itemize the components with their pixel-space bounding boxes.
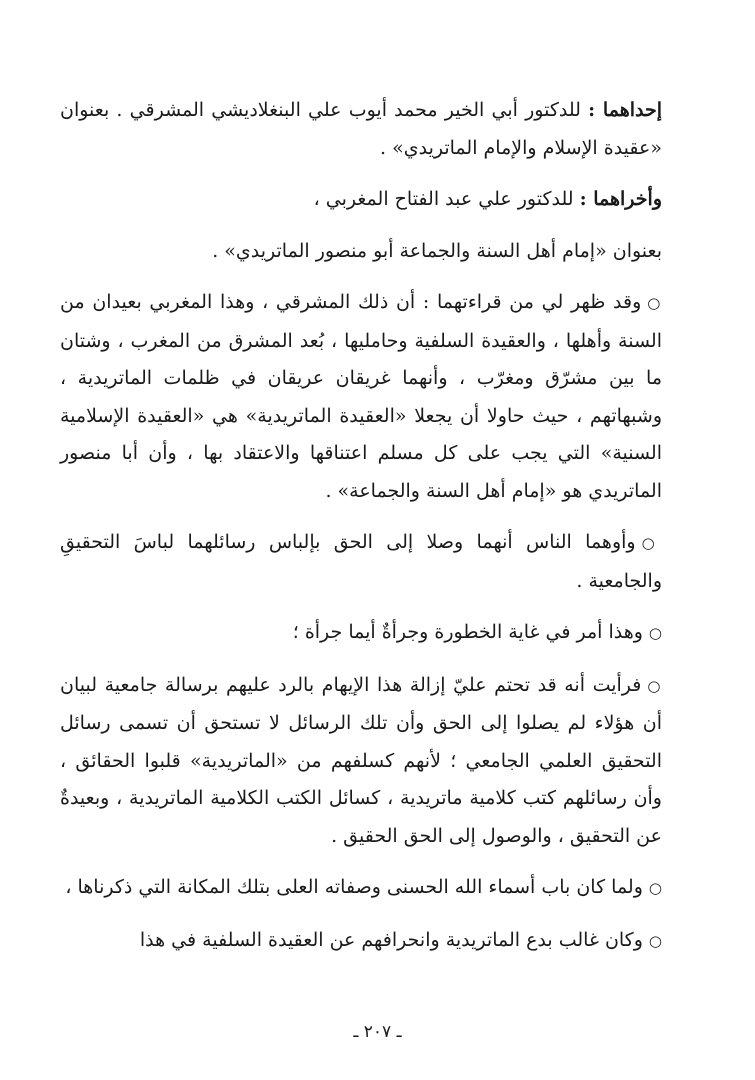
paragraph-innovations (60, 922, 700, 961)
paragraph-illusion (60, 524, 700, 600)
paragraph-text: وأوهما الناس أنهما وصلا إلى الحق بإلباس رسائلهما لباسَ التحقيقِ والجامعية . (60, 531, 662, 592)
paragraph-reading (60, 284, 700, 510)
paragraph-text: للدكتور أبي الخير محمد أيوب علي البنغلاديشي المشرقي . بعنوان «عقيدة الإسلام والإمام الماتريدي» . (60, 99, 662, 159)
circle-bullet-icon: ○ (648, 879, 662, 897)
circle-bullet-icon: ○ (648, 624, 662, 642)
page-number: ـ ٢٠٧ ـ (353, 1022, 402, 1042)
paragraph-danger (60, 614, 700, 653)
paragraph-text: ولما كان باب أسماء الله الحسنى وصفاته العلى بتلك المكانة التي ذكرناها ، (65, 876, 643, 898)
paragraph-text: للدكتور علي عبد الفتاح المغربي ، (313, 188, 580, 210)
paragraph-text: بعنوان «إمام أهل السنة والجماعة أبو منصور الماتريدي» . (212, 239, 662, 262)
paragraph-second-author (60, 181, 700, 219)
paragraph-text: فرأيت أنه قد تحتم عليّ إزالة هذا الإيهام بالرد عليهم برسالة جامعية لبيان أن هؤلاء لم يصلوا إلى الحق وأن تلك الرسائل لا تستحق أن تسمى رسائل التحقيق العلمي الجامعي ؛ لأنهم كسلفهم من «الماتريدية» قلبوا الحقائق ، وأن رسائلهم كتب كلامية ماتريدية ، كسائل الكتب الكلامية الماتريدية ، وبعيدةٌ عن التحقيق ، والوصول إلى الحق الحقيق . (60, 673, 662, 847)
paragraph-text: وهذا أمر في غاية الخطورة وجرأةٌ أيما جرأة ؛ (292, 621, 643, 643)
paragraph-text: وكان غالب بدع الماتريدية وانحرافهم عن العقيدة السلفية في هذا (139, 928, 643, 951)
label-first: إحداهما : (588, 99, 662, 121)
circle-bullet-icon: ○ (647, 676, 662, 695)
circle-bullet-icon: ○ (647, 294, 662, 312)
body-text (60, 92, 700, 960)
label-second: وأخراهما : (579, 188, 662, 210)
paragraph-names-attributes (60, 869, 700, 908)
circle-bullet-icon: ○ (648, 931, 662, 950)
circle-bullet-icon: ○ (641, 534, 662, 552)
paragraph-response (60, 667, 700, 856)
paragraph-first-author (60, 92, 700, 167)
paragraph-second-title (60, 233, 700, 271)
paragraph-text: وقد ظهر لي من قراءتهما : أن ذلك المشرقي ، وهذا المغربي بعيدان من السنة وأهلها ، والعقيدة السلفية وحامليها ، بُعد المشرق من المغرب ، وشتان ما بين مشرّق ومغرّب ، وأنهما غريقان عريقان في ظلمات الماتريدية ، وشبهاتهم ، حيث حاولا أن يجعلا «العقيدة الماتريدية» هي «العقيدة الإسلامية السنية» التي يجب على كل مسلم اعتناقها والاعتقاد بها ، وأن أبا منصور الماتريدي هو «إمام أهل السنة والجماعة» . (60, 291, 662, 502)
